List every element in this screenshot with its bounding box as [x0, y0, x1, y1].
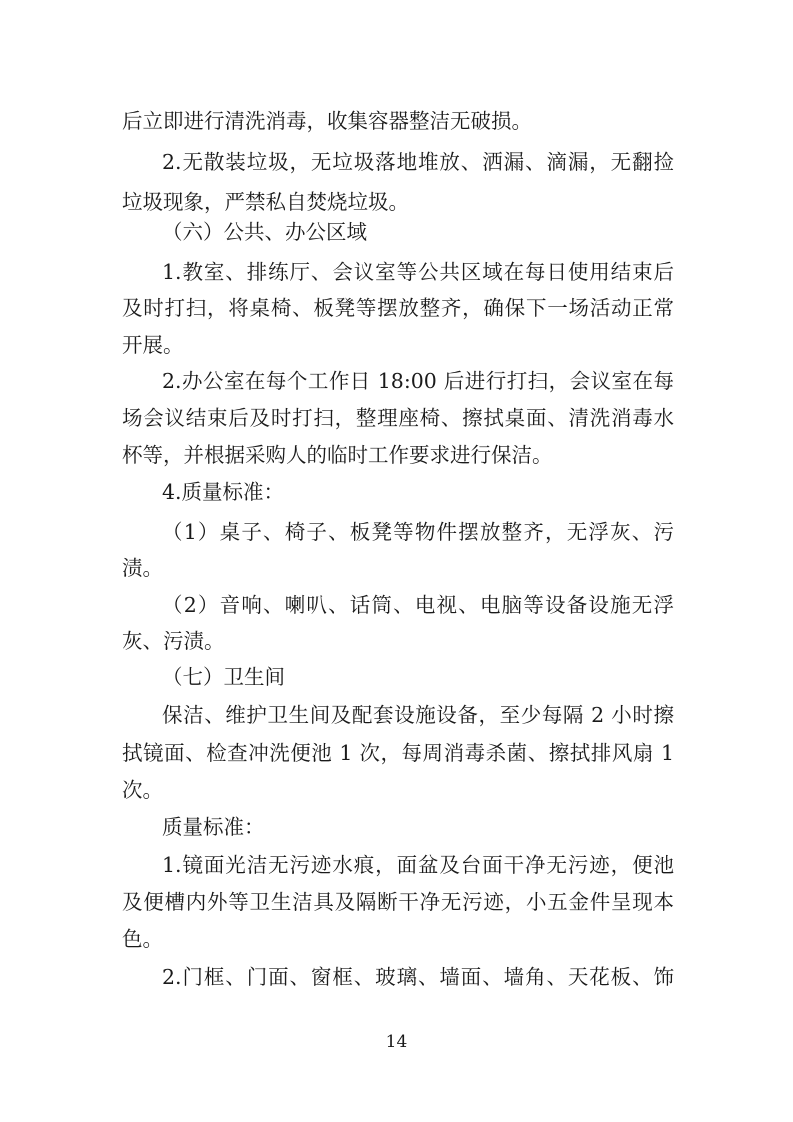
text-line-9: 场会议结束后及时打扫，整理座椅、擦拭桌面、清洗消毒水 — [122, 406, 674, 430]
text-line-23: 色。 — [122, 927, 163, 951]
text-line-5: 1.教室、排练厅、会议室等公共区域在每日使用结束后 — [162, 260, 674, 284]
text-line-7: 开展。 — [122, 333, 184, 357]
text-line-22: 及便槽内外等卫生洁具及隔断干净无污迹，小五金件呈现本 — [122, 890, 674, 914]
page-number: 14 — [385, 1032, 408, 1052]
text-line-1: 后立即进行清洗消毒，收集容器整洁无破损。 — [122, 109, 532, 133]
text-line-6: 及时打扫，将桌椅、板凳等摆放整齐，确保下一场活动正常 — [122, 296, 674, 320]
text-line-12: （1）桌子、椅子、板凳等物件摆放整齐，无浮灰、污 — [162, 520, 674, 544]
text-line-19: 次。 — [122, 778, 163, 802]
quality-standard-heading: 4.质量标准： — [162, 480, 285, 504]
text-line-15: 灰、污渍。 — [122, 629, 225, 653]
text-line-8: 2.办公室在每个工作日 18:00 后进行打扫，会议室在每 — [162, 369, 674, 393]
text-line-13: 渍。 — [122, 556, 163, 580]
section-heading-public-office: （六）公共、办公区域 — [162, 220, 367, 244]
text-line-18: 拭镜面、检查冲洗便池 1 次，每周消毒杀菌、擦拭排风扇 1 — [122, 741, 674, 765]
section-heading-restroom: （七）卫生间 — [162, 665, 285, 689]
text-line-17: 保洁、维护卫生间及配套设施设备，至少每隔 2 小时擦 — [162, 703, 674, 727]
text-line-24: 2.门框、门面、窗框、玻璃、墙面、墙角、天花板、饰 — [162, 965, 674, 989]
text-line-14: （2）音响、喇叭、话筒、电视、电脑等设备设施无浮 — [162, 593, 674, 617]
text-line-21: 1.镜面光洁无污迹水痕，面盆及台面干净无污迹，便池 — [162, 853, 674, 877]
text-line-3: 垃圾现象，严禁私自焚烧垃圾。 — [122, 190, 409, 214]
text-line-2: 2.无散装垃圾，无垃圾落地堆放、洒漏、滴漏，无翻捡 — [162, 150, 674, 174]
text-line-10: 杯等，并根据采购人的临时工作要求进行保洁。 — [122, 443, 553, 467]
restroom-quality-heading: 质量标准： — [162, 815, 265, 839]
